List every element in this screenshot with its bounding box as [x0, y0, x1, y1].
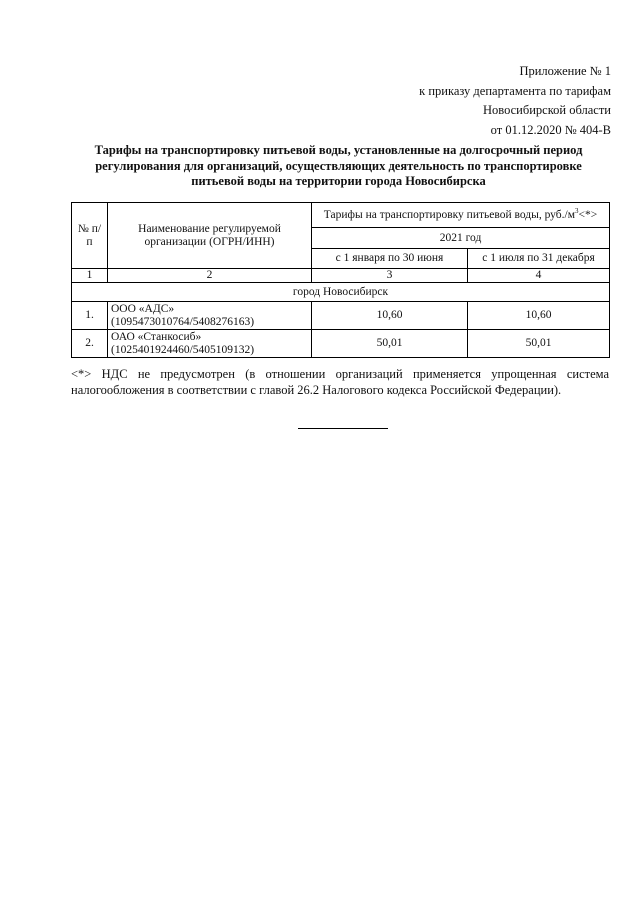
- appendix-line-1: Приложение № 1: [519, 64, 611, 78]
- appendix-line-3: Новосибирской области: [482, 103, 611, 117]
- org-cell: [108, 330, 312, 358]
- header-num: № п/п: [72, 203, 108, 269]
- footnote: <*> НДС не предусмотрен (в отношении организаций применяется упрощенная система налогообложения в соответствии с главой 26.2 Налогового кодекса Российской Федерации).: [71, 367, 609, 397]
- header-org: Наименование регулируемой организации (ОГРН/ИНН): [108, 203, 312, 269]
- org-ids: (1025401924460/5405109132): [111, 343, 255, 356]
- city-name: город Новосибирск: [72, 283, 610, 302]
- row-num: 1.: [72, 302, 108, 330]
- org-cell: [108, 302, 312, 330]
- appendix-block: [419, 62, 611, 140]
- tariff-period-2: 10,60: [468, 302, 610, 330]
- header-year: 2021 год: [312, 228, 610, 249]
- table-header-row: [72, 203, 610, 228]
- document-title: Тарифы на транспортировку питьевой воды, установленные на долгосрочный период регулирования для организаций, осуществляющих деятельность по транспортировке питьевой воды на территории города Новосибирска: [94, 143, 583, 188]
- header-tariff: [312, 203, 610, 228]
- org-ids: (1095473010764/5408276163): [111, 315, 255, 328]
- column-number: 2: [108, 269, 312, 283]
- column-number: 3: [312, 269, 468, 283]
- end-divider: [298, 428, 388, 429]
- appendix-line-2: к приказу департамента по тарифам: [419, 83, 611, 98]
- header-tariff-mark: <*>: [578, 208, 598, 221]
- row-num: 2.: [72, 330, 108, 358]
- appendix-line-4: от 01.12.2020 № 404-В: [490, 122, 611, 137]
- column-number-row: [72, 269, 610, 283]
- org-name: ООО «АДС»: [111, 302, 175, 315]
- column-number: 4: [468, 269, 610, 283]
- tariff-period-1: 50,01: [312, 330, 468, 358]
- table-row: [72, 330, 610, 358]
- org-name: ОАО «Станкосиб»: [111, 330, 202, 343]
- tariff-table: [71, 202, 610, 358]
- tariff-period-2: 50,01: [468, 330, 610, 358]
- table-row: [72, 302, 610, 330]
- column-number: 1: [72, 269, 108, 283]
- header-period-2: с 1 июля по 31 декабря: [468, 249, 610, 269]
- city-row: [72, 283, 610, 302]
- tariff-period-1: 10,60: [312, 302, 468, 330]
- header-tariff-text: Тарифы на транспортировку питьевой воды, руб./м: [323, 208, 575, 221]
- header-tariff-sup: 3: [574, 206, 579, 215]
- header-period-1: с 1 января по 30 июня: [312, 249, 468, 269]
